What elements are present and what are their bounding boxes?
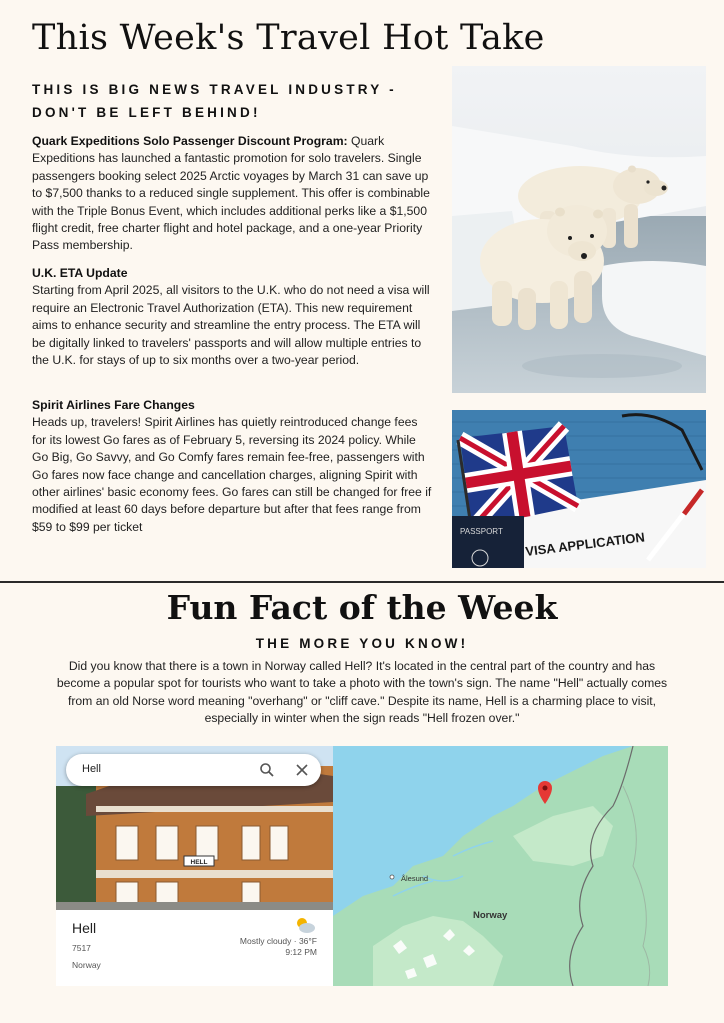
weather-summary: Mostly cloudy · 36°F — [239, 936, 317, 946]
close-icon[interactable] — [293, 761, 311, 779]
section-subtitle: THIS IS BIG NEWS TRAVEL INDUSTRY - DON'T BE LEFT BEHIND! — [32, 82, 397, 120]
place-panel — [56, 746, 333, 986]
search-input[interactable]: Hell — [82, 763, 101, 775]
place-postal-code: 7517 — [72, 943, 91, 953]
norway-map — [333, 746, 668, 986]
map-label-norway: Norway — [473, 910, 508, 921]
article-heading: U.K. ETA Update — [32, 266, 128, 280]
fun-fact-body: Did you know that there is a town in Norway called Hell? It's located in the central part of the country and has become a popular spot for tourists who want to take a photo with the town's sign. The name "Hell" actually comes from an old Norse word meaning "overhang" or "cliff cave." Despite its name, Hell is a charming place to visit, especially in winter when the sign reads "Hell frozen over." — [56, 659, 668, 726]
article-quark — [32, 133, 432, 255]
visa-application-photo — [452, 410, 706, 568]
map-label-alesund: Ålesund — [401, 874, 429, 883]
passport — [452, 516, 524, 568]
weather-partly-cloudy-icon — [294, 916, 316, 934]
article-heading: Spirit Airlines Fare Changes — [32, 398, 195, 412]
page-title: This Week's Travel Hot Take — [32, 18, 545, 58]
place-info-card[interactable] — [56, 910, 333, 986]
article-body: Heads up, travelers! Spirit Airlines has quietly reintroduced change fees for its lowest Go fares as of February 5, reversing its 2024 policy. While Go Big, Go Savvy, and Go Comfy fares remain fee-free, passengers with Go fares now face change and cancellation charges, aligning Spirit with other airlines' basic economy fees. Go fares can still be changed for free if modified at least 60 days before departure but after that fees range from $59 to $99 per ticket — [32, 415, 432, 534]
local-time: 9:12 PM — [285, 947, 317, 957]
map-view[interactable] — [333, 746, 668, 986]
article-spirit — [32, 397, 432, 536]
fun-fact-subtitle: THE MORE YOU KNOW! — [255, 636, 469, 651]
polar-bears-photo — [452, 66, 706, 393]
map-screenshot — [56, 746, 668, 986]
article-body: Quark Expeditions has launched a fantastic promotion for solo travelers. Single passengers booking select 2025 Arctic voyages by March 31 can save up to $7,500 thanks to a reduced single supplement. This offer is combinable with the Triple Bonus Event, which includes additional perks like a $1,500 flight credit, free charter flight and hotel package, and a one-year Priority Pass membership. — [32, 134, 430, 253]
article-heading: Quark Expeditions Solo Passenger Discount Program: — [32, 134, 348, 148]
visa-illustration — [452, 410, 706, 568]
place-name: Hell — [72, 920, 97, 936]
article-body: Starting from April 2025, all visitors to the U.K. who do not need a visa will require an Electronic Travel Authorization (ETA). This new requirement aims to enhance security and streamline the entry process. The ETA will be digitally linked to travelers' passports and will allow multiple entries to the U.K. for stays of up to six months over a two-year period. — [32, 283, 430, 368]
article-uk-eta — [32, 265, 432, 369]
place-country: Norway — [72, 960, 101, 970]
passport-label: PASSPORT — [460, 527, 503, 536]
station-sign-label: HELL — [190, 859, 208, 866]
fun-fact-title: Fun Fact of the Week — [166, 588, 558, 627]
section-divider — [0, 581, 724, 583]
polar-bears-illustration — [452, 66, 706, 393]
visa-application-label: VISA APPLICATION — [524, 529, 646, 559]
search-icon[interactable] — [258, 761, 276, 779]
map-search-box[interactable] — [66, 754, 321, 786]
